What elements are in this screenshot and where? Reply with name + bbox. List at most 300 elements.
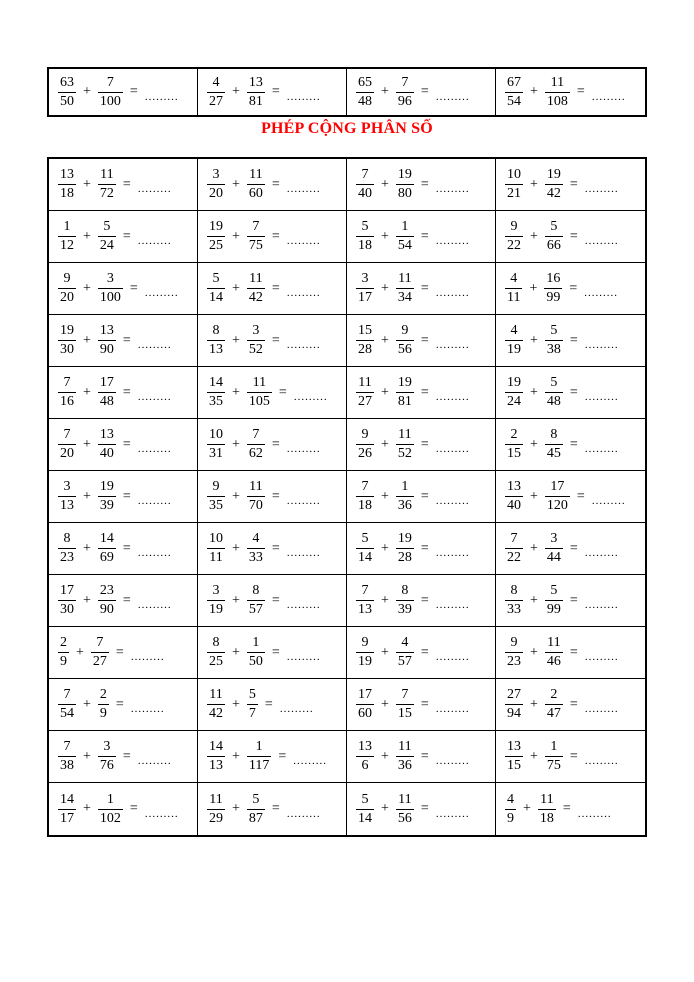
answer-dots: ......... [286, 547, 321, 559]
plus-operator: + [381, 332, 389, 348]
fraction-second [396, 583, 414, 617]
fraction-first [505, 635, 523, 669]
answer-dots: ......... [286, 90, 321, 103]
equals-sign: = [420, 748, 429, 764]
problem-cell [198, 523, 347, 575]
equals-sign: = [569, 644, 578, 660]
equals-sign: = [271, 592, 280, 608]
fraction-second [247, 219, 265, 253]
fraction-first [58, 219, 76, 253]
fraction-second [396, 531, 414, 565]
problem-cell [49, 315, 198, 367]
fraction-first-denominator: 25 [209, 654, 223, 669]
fraction-first-numerator: 15 [356, 323, 374, 341]
fraction-first [356, 75, 374, 109]
equals-sign: = [420, 488, 429, 504]
fraction-second-denominator: 76 [99, 758, 114, 773]
plus-operator: + [381, 696, 389, 712]
fraction-first-numerator: 7 [58, 375, 76, 393]
equals-sign: = [271, 176, 280, 192]
plus-operator: + [232, 436, 240, 452]
answer-dots: ......... [584, 651, 619, 663]
fraction-first [58, 427, 76, 461]
answer-dots: ......... [286, 807, 321, 820]
warmup-problems-table [47, 67, 647, 117]
plus-operator: + [232, 488, 240, 504]
fraction-second [396, 167, 414, 201]
equals-sign: = [122, 176, 131, 192]
fraction-first [356, 687, 374, 721]
equals-sign: = [420, 176, 429, 192]
problem-cell [347, 315, 496, 367]
plus-operator: + [381, 436, 389, 452]
fraction-first-numerator: 9 [207, 479, 225, 497]
answer-dots: ......... [137, 755, 172, 767]
fraction-first-numerator: 5 [207, 271, 225, 289]
fraction-second [545, 739, 563, 773]
fraction-second-numerator: 19 [396, 531, 414, 549]
fraction-first-denominator: 54 [507, 93, 521, 109]
problem-cell [347, 523, 496, 575]
fraction-second [545, 687, 563, 721]
fraction-first [58, 479, 76, 513]
fraction-first-numerator: 13 [356, 739, 374, 757]
plus-operator: + [381, 748, 389, 764]
fraction-second [545, 219, 563, 253]
answer-dots: ......... [584, 287, 619, 299]
problem-cell [198, 731, 347, 783]
fraction-second-numerator: 17 [98, 375, 116, 393]
fraction-second [98, 687, 109, 721]
plus-operator: + [232, 748, 240, 764]
fraction-first-numerator: 14 [207, 375, 225, 393]
answer-dots: ......... [435, 807, 470, 820]
fraction-first-denominator: 14 [358, 550, 372, 565]
fraction-first-numerator: 4 [505, 323, 523, 341]
fraction-first-numerator: 8 [207, 635, 225, 653]
fraction-second [396, 219, 414, 253]
answer-dots: ......... [584, 599, 619, 611]
fraction-second-numerator: 7 [396, 687, 414, 705]
plus-operator: + [530, 540, 538, 556]
answer-dots: ......... [137, 547, 172, 559]
fraction-first-denominator: 11 [507, 290, 521, 305]
fraction-first-numerator: 63 [58, 75, 76, 93]
fraction-first [58, 323, 76, 357]
answer-dots: ......... [286, 183, 321, 195]
fraction-second-denominator: 120 [546, 498, 568, 513]
problem-cell [347, 783, 496, 835]
plus-operator: + [530, 384, 538, 400]
equals-sign: = [122, 228, 131, 244]
problem-cell [496, 263, 645, 315]
equals-sign: = [271, 436, 280, 452]
fraction-second-denominator: 28 [397, 550, 412, 565]
fraction-second [396, 375, 414, 409]
fraction-first-numerator: 9 [58, 271, 76, 289]
fraction-first [356, 635, 374, 669]
plus-operator: + [381, 280, 389, 296]
answer-dots: ......... [435, 651, 470, 663]
fraction-first-numerator: 4 [505, 792, 516, 810]
plus-operator: + [530, 84, 538, 99]
fraction-second-denominator: 45 [546, 446, 561, 461]
fraction-second-numerator: 17 [545, 479, 570, 497]
fraction-second [98, 375, 116, 409]
plus-operator: + [83, 696, 91, 712]
fraction-first [207, 427, 225, 461]
fraction-first-denominator: 26 [358, 446, 372, 461]
fraction-first-denominator: 20 [60, 446, 74, 461]
fraction-second-denominator: 33 [248, 550, 263, 565]
fraction-first [356, 375, 374, 409]
fraction-first-denominator: 13 [358, 602, 372, 617]
fraction-second [98, 323, 116, 357]
fraction-second-denominator: 52 [248, 342, 263, 357]
plus-operator: + [83, 801, 91, 816]
fraction-first [505, 739, 523, 773]
fraction-first-denominator: 19 [358, 654, 372, 669]
fraction-first-numerator: 27 [505, 687, 523, 705]
answer-dots: ......... [435, 703, 470, 715]
fraction-first-numerator: 11 [356, 375, 374, 393]
answer-dots: ......... [435, 287, 470, 299]
fraction-first-numerator: 19 [207, 219, 225, 237]
fraction-first-denominator: 20 [209, 186, 223, 201]
problem-cell [496, 731, 645, 783]
answer-dots: ......... [584, 183, 619, 195]
equals-sign: = [569, 384, 578, 400]
problem-cell [198, 575, 347, 627]
equals-sign: = [122, 384, 131, 400]
fraction-second-denominator: 100 [99, 93, 121, 109]
fraction-first [58, 167, 76, 201]
equals-sign: = [569, 280, 578, 296]
fraction-first-denominator: 18 [358, 498, 372, 513]
fraction-second-numerator: 5 [545, 219, 563, 237]
fraction-second [98, 583, 116, 617]
fraction-second-denominator: 81 [248, 93, 263, 109]
problem-cell [49, 679, 198, 731]
plus-operator: + [381, 384, 389, 400]
answer-dots: ......... [584, 547, 619, 559]
fraction-second [247, 531, 265, 565]
fraction-first-denominator: 24 [507, 394, 521, 409]
problem-cell [198, 627, 347, 679]
fraction-first [356, 167, 374, 201]
fraction-second [98, 479, 116, 513]
fraction-second-numerator: 2 [545, 687, 563, 705]
problem-cell [198, 69, 347, 115]
fraction-first-denominator: 20 [60, 290, 74, 305]
fraction-second-denominator: 90 [99, 602, 114, 617]
answer-dots: ......... [584, 339, 619, 351]
fraction-second [545, 75, 570, 109]
fraction-first-numerator: 7 [58, 687, 76, 705]
problem-cell [198, 471, 347, 523]
fraction-second [545, 427, 563, 461]
fraction-first-denominator: 50 [60, 93, 74, 109]
fraction-second-denominator: 42 [546, 186, 561, 201]
fraction-first [505, 531, 523, 565]
fraction-first-denominator: 17 [358, 290, 372, 305]
fraction-second-denominator: 99 [546, 290, 561, 305]
problem-cell [49, 159, 198, 211]
fraction-second-numerator: 1 [396, 479, 414, 497]
fraction-first-denominator: 13 [60, 498, 74, 513]
problem-cell [49, 783, 198, 835]
fraction-first [207, 219, 225, 253]
equals-sign: = [420, 84, 429, 99]
plus-operator: + [530, 644, 538, 660]
fraction-second-denominator: 48 [546, 394, 561, 409]
fraction-second [98, 427, 116, 461]
plus-operator: + [381, 644, 389, 660]
plus-operator: + [232, 592, 240, 608]
fraction-first-numerator: 9 [505, 219, 523, 237]
fraction-second-numerator: 5 [545, 583, 563, 601]
equals-sign: = [569, 540, 578, 556]
fraction-second [396, 792, 414, 826]
fraction-second [396, 739, 414, 773]
fraction-second [396, 687, 414, 721]
fraction-first-denominator: 40 [358, 186, 372, 201]
equals-sign: = [271, 280, 280, 296]
fraction-first-denominator: 16 [60, 394, 74, 409]
equals-sign: = [122, 332, 131, 348]
fraction-second-numerator: 4 [396, 635, 414, 653]
problem-cell [496, 783, 645, 835]
problem-cell [49, 523, 198, 575]
equals-sign: = [420, 644, 429, 660]
fraction-second-numerator: 5 [247, 792, 265, 810]
plus-operator: + [530, 696, 538, 712]
equals-sign: = [420, 801, 429, 816]
fraction-second [396, 635, 414, 669]
fraction-second-numerator: 11 [545, 75, 570, 93]
plus-operator: + [83, 488, 91, 504]
fraction-first [356, 583, 374, 617]
fraction-first-denominator: 18 [60, 186, 74, 201]
fraction-second-numerator: 11 [396, 792, 414, 810]
fraction-second [545, 375, 563, 409]
fraction-first [356, 219, 374, 253]
fraction-second [247, 635, 265, 669]
fraction-first [207, 531, 225, 565]
answer-dots: ......... [584, 703, 619, 715]
fraction-second-numerator: 3 [545, 531, 563, 549]
fraction-second-numerator: 11 [98, 167, 116, 185]
fraction-second [98, 271, 123, 305]
fraction-first-denominator: 13 [209, 342, 223, 357]
fraction-first-numerator: 3 [207, 167, 225, 185]
equals-sign: = [122, 592, 131, 608]
answer-dots: ......... [584, 235, 619, 247]
fraction-second-numerator: 1 [545, 739, 563, 757]
fraction-second-denominator: 54 [397, 238, 412, 253]
fraction-second-denominator: 57 [248, 602, 263, 617]
fraction-second-numerator: 2 [98, 687, 109, 705]
problem-cell [198, 315, 347, 367]
fraction-second-denominator: 80 [397, 186, 412, 201]
plus-operator: + [529, 280, 538, 296]
fraction-first-numerator: 17 [356, 687, 374, 705]
fraction-second-denominator: 36 [397, 498, 412, 513]
fraction-second-denominator: 38 [546, 342, 561, 357]
plus-operator: + [83, 540, 91, 556]
fraction-first-numerator: 8 [207, 323, 225, 341]
fraction-first [356, 531, 374, 565]
fraction-second-numerator: 8 [247, 583, 265, 601]
fraction-second-numerator: 7 [396, 75, 414, 93]
fraction-second-denominator: 70 [248, 498, 263, 513]
answer-dots: ......... [130, 703, 165, 715]
fraction-first-denominator: 27 [358, 394, 372, 409]
fraction-second-denominator: 62 [248, 446, 263, 461]
fraction-second-denominator: 15 [397, 706, 412, 721]
fraction-second-numerator: 14 [98, 531, 116, 549]
fraction-second-denominator: 47 [546, 706, 561, 721]
fraction-second [247, 583, 265, 617]
fraction-first-numerator: 4 [505, 271, 522, 289]
fraction-second [247, 375, 272, 409]
fraction-first-denominator: 13 [209, 758, 223, 773]
fraction-first [505, 687, 523, 721]
fraction-first-numerator: 2 [58, 635, 69, 653]
fraction-second [396, 271, 414, 305]
answer-dots: ......... [286, 651, 321, 663]
plus-operator: + [83, 84, 91, 99]
answer-dots: ......... [279, 703, 314, 715]
fraction-second [247, 75, 265, 109]
fraction-first-denominator: 15 [507, 758, 521, 773]
plus-operator: + [381, 801, 389, 816]
fraction-first-numerator: 9 [356, 427, 374, 445]
fraction-first [207, 323, 225, 357]
plus-operator: + [381, 592, 389, 608]
fraction-second-denominator: 52 [397, 446, 412, 461]
fraction-first [505, 271, 522, 305]
fraction-first-numerator: 11 [207, 792, 225, 810]
fraction-second [545, 583, 563, 617]
fraction-second [247, 479, 265, 513]
fraction-second-denominator: 99 [546, 602, 561, 617]
fraction-second-numerator: 4 [247, 531, 265, 549]
fraction-first-denominator: 22 [507, 550, 521, 565]
problem-cell [198, 263, 347, 315]
answer-dots: ......... [435, 547, 470, 559]
answer-dots: ......... [286, 495, 321, 507]
fraction-second [247, 271, 265, 305]
fraction-second-numerator: 8 [545, 427, 563, 445]
plus-operator: + [523, 801, 531, 816]
fraction-second-numerator: 5 [545, 375, 563, 393]
equals-sign: = [576, 84, 585, 99]
equals-sign: = [420, 436, 429, 452]
problem-cell [198, 783, 347, 835]
equals-sign: = [569, 436, 578, 452]
fraction-first [505, 792, 516, 826]
fraction-first-numerator: 3 [356, 271, 374, 289]
plus-operator: + [381, 84, 389, 99]
plus-operator: + [530, 176, 538, 192]
equals-sign: = [271, 332, 280, 348]
answer-dots: ......... [130, 651, 165, 663]
fraction-first-denominator: 19 [209, 602, 223, 617]
fraction-second-denominator: 75 [546, 758, 561, 773]
fraction-second-denominator: 48 [99, 394, 114, 409]
plus-operator: + [232, 332, 240, 348]
answer-dots: ......... [435, 90, 470, 103]
answer-dots: ......... [286, 599, 321, 611]
problem-cell [49, 263, 198, 315]
fraction-second [247, 739, 271, 773]
fraction-first-numerator: 2 [505, 427, 523, 445]
plus-operator: + [530, 592, 538, 608]
problem-cell [49, 575, 198, 627]
fraction-first [207, 375, 225, 409]
problem-cell [198, 419, 347, 471]
fraction-first-denominator: 31 [209, 446, 223, 461]
problem-cell [496, 69, 645, 115]
fraction-first-numerator: 13 [505, 739, 523, 757]
fraction-first [505, 167, 523, 201]
fraction-second [98, 531, 116, 565]
problem-cell [49, 367, 198, 419]
fraction-first-numerator: 4 [207, 75, 225, 93]
fraction-second-denominator: 105 [248, 394, 270, 409]
plus-operator: + [232, 540, 240, 556]
fraction-first-denominator: 22 [507, 238, 521, 253]
answer-dots: ......... [435, 235, 470, 247]
problem-cell [347, 69, 496, 115]
answer-dots: ......... [435, 339, 470, 351]
problem-cell [347, 263, 496, 315]
fraction-second [91, 635, 109, 669]
problem-cell [198, 367, 347, 419]
fraction-first [505, 375, 523, 409]
fraction-first-numerator: 10 [207, 531, 225, 549]
problem-cell [496, 159, 645, 211]
fraction-first [58, 792, 76, 826]
fraction-second [396, 323, 414, 357]
fraction-first [505, 583, 523, 617]
fraction-second-denominator: 39 [99, 498, 114, 513]
fraction-second-numerator: 11 [545, 635, 563, 653]
plus-operator: + [76, 644, 84, 660]
fraction-second-numerator: 9 [396, 323, 414, 341]
equals-sign: = [420, 280, 429, 296]
fraction-second-denominator: 90 [99, 342, 114, 357]
problem-cell [49, 471, 198, 523]
fraction-second-denominator: 102 [99, 810, 121, 826]
fraction-first-denominator: 33 [507, 602, 521, 617]
fraction-first-denominator: 12 [60, 238, 74, 253]
plus-operator: + [232, 176, 240, 192]
fraction-first-denominator: 54 [60, 706, 74, 721]
fraction-second-numerator: 1 [247, 635, 265, 653]
fraction-second [545, 167, 563, 201]
fraction-second-denominator: 75 [248, 238, 263, 253]
fraction-first-numerator: 10 [207, 427, 225, 445]
fraction-first-denominator: 94 [507, 706, 521, 721]
fraction-first-numerator: 7 [356, 583, 374, 601]
fraction-second-denominator: 42 [248, 290, 263, 305]
fraction-first [505, 323, 523, 357]
fraction-second-numerator: 11 [247, 375, 272, 393]
plus-operator: + [530, 436, 538, 452]
problem-cell [496, 471, 645, 523]
